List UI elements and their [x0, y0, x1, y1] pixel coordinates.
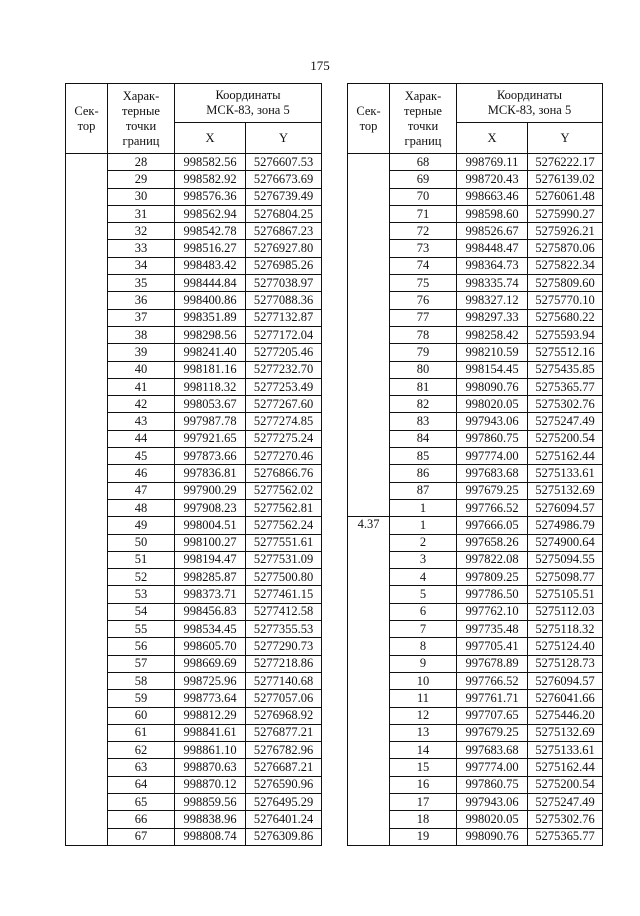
y-coordinate: 5276877.21 — [246, 724, 322, 741]
point-number: 33 — [108, 240, 175, 257]
y-coordinate: 5274986.79 — [528, 517, 603, 534]
point-number: 74 — [390, 257, 457, 274]
point-number: 82 — [390, 396, 457, 413]
coordinates-header: Координаты МСК-83, зона 5 — [175, 84, 322, 123]
point-number: 35 — [108, 275, 175, 292]
y-header: Y — [246, 123, 322, 154]
x-coordinate: 998210.59 — [457, 344, 528, 361]
y-coordinate: 5276867.23 — [246, 223, 322, 240]
x-coordinate: 998285.87 — [175, 569, 246, 586]
point-number: 1 — [390, 517, 457, 534]
sector-header: Сек- тор — [66, 84, 108, 154]
y-coordinate: 5275098.77 — [528, 569, 603, 586]
sector-header: Сек- тор — [348, 84, 390, 154]
y-coordinate: 5275680.22 — [528, 309, 603, 326]
x-coordinate: 998773.64 — [175, 690, 246, 707]
point-number: 9 — [390, 655, 457, 672]
point-number: 61 — [108, 724, 175, 741]
x-coordinate: 998598.60 — [457, 205, 528, 222]
y-coordinate: 5277500.80 — [246, 569, 322, 586]
x-header: X — [457, 123, 528, 154]
x-coordinate: 997761.71 — [457, 690, 528, 707]
y-coordinate: 5276687.21 — [246, 759, 322, 776]
y-coordinate: 5275094.55 — [528, 551, 603, 568]
table-row — [348, 154, 603, 171]
y-coordinate: 5276222.17 — [528, 154, 603, 171]
y-coordinate: 5276139.02 — [528, 171, 603, 188]
sector-cell: 4.37 — [348, 517, 390, 846]
y-coordinate: 5276041.66 — [528, 690, 603, 707]
x-coordinate: 997908.23 — [175, 499, 246, 516]
point-number: 76 — [390, 292, 457, 309]
point-number: 49 — [108, 517, 175, 534]
x-coordinate: 998444.84 — [175, 275, 246, 292]
x-coordinate: 997822.08 — [457, 551, 528, 568]
y-coordinate: 5277531.09 — [246, 551, 322, 568]
x-coordinate: 998154.45 — [457, 361, 528, 378]
point-number: 32 — [108, 223, 175, 240]
y-coordinate: 5275112.03 — [528, 603, 603, 620]
y-coordinate: 5275512.16 — [528, 344, 603, 361]
point-number: 36 — [108, 292, 175, 309]
point-number: 57 — [108, 655, 175, 672]
point-number: 62 — [108, 742, 175, 759]
x-coordinate: 998483.42 — [175, 257, 246, 274]
x-coordinate: 998534.45 — [175, 621, 246, 638]
y-coordinate: 5275133.61 — [528, 742, 603, 759]
x-coordinate: 998053.67 — [175, 396, 246, 413]
y-coordinate: 5276401.24 — [246, 811, 322, 828]
y-coordinate: 5277562.02 — [246, 482, 322, 499]
y-coordinate: 5277232.70 — [246, 361, 322, 378]
point-number: 56 — [108, 638, 175, 655]
y-coordinate: 5275870.06 — [528, 240, 603, 257]
x-coordinate: 998351.89 — [175, 309, 246, 326]
x-coordinate: 997705.41 — [457, 638, 528, 655]
point-number: 38 — [108, 326, 175, 343]
point-number: 50 — [108, 534, 175, 551]
y-coordinate: 5277088.36 — [246, 292, 322, 309]
point-number: 51 — [108, 551, 175, 568]
y-coordinate: 5277140.68 — [246, 672, 322, 689]
x-coordinate: 998870.12 — [175, 776, 246, 793]
x-coordinate: 998448.47 — [457, 240, 528, 257]
y-coordinate: 5275124.40 — [528, 638, 603, 655]
point-number: 14 — [390, 742, 457, 759]
point-number: 52 — [108, 569, 175, 586]
point-number: 63 — [108, 759, 175, 776]
y-coordinate: 5275128.73 — [528, 655, 603, 672]
x-coordinate: 998582.92 — [175, 171, 246, 188]
x-coordinate: 997873.66 — [175, 448, 246, 465]
y-coordinate: 5275200.54 — [528, 776, 603, 793]
point-number: 7 — [390, 621, 457, 638]
y-coordinate: 5277038.97 — [246, 275, 322, 292]
x-coordinate: 998297.33 — [457, 309, 528, 326]
point-number: 78 — [390, 326, 457, 343]
point-number: 16 — [390, 776, 457, 793]
point-number: 83 — [390, 413, 457, 430]
x-coordinate: 998020.05 — [457, 811, 528, 828]
x-coordinate: 998456.83 — [175, 603, 246, 620]
x-coordinate: 998335.74 — [457, 275, 528, 292]
x-coordinate: 998870.63 — [175, 759, 246, 776]
x-coordinate: 997679.25 — [457, 724, 528, 741]
y-coordinate: 5277551.61 — [246, 534, 322, 551]
x-coordinate: 997921.65 — [175, 430, 246, 447]
y-coordinate: 5277290.73 — [246, 638, 322, 655]
x-coordinate: 997987.78 — [175, 413, 246, 430]
point-number: 81 — [390, 378, 457, 395]
y-coordinate: 5277562.24 — [246, 517, 322, 534]
point-number: 44 — [108, 430, 175, 447]
point-number: 31 — [108, 205, 175, 222]
y-coordinate: 5276739.49 — [246, 188, 322, 205]
point-number: 6 — [390, 603, 457, 620]
point-number: 39 — [108, 344, 175, 361]
y-coordinate: 5275302.76 — [528, 811, 603, 828]
x-coordinate: 998526.67 — [457, 223, 528, 240]
point-number: 37 — [108, 309, 175, 326]
point-number: 41 — [108, 378, 175, 395]
y-coordinate: 5277172.04 — [246, 326, 322, 343]
point-number: 10 — [390, 672, 457, 689]
y-coordinate: 5277270.46 — [246, 448, 322, 465]
point-number: 60 — [108, 707, 175, 724]
point-number: 65 — [108, 793, 175, 810]
point-number: 34 — [108, 257, 175, 274]
point-number: 1 — [390, 499, 457, 516]
y-coordinate: 5277412.58 — [246, 603, 322, 620]
point-number: 71 — [390, 205, 457, 222]
y-coordinate: 5275809.60 — [528, 275, 603, 292]
y-coordinate: 5277057.06 — [246, 690, 322, 707]
x-coordinate: 998725.96 — [175, 672, 246, 689]
y-coordinate: 5276495.29 — [246, 793, 322, 810]
point-number: 64 — [108, 776, 175, 793]
x-coordinate: 998516.27 — [175, 240, 246, 257]
sector-cell — [66, 154, 108, 846]
x-coordinate: 997786.50 — [457, 586, 528, 603]
y-coordinate: 5275162.44 — [528, 759, 603, 776]
table-row — [66, 154, 322, 171]
x-coordinate: 998090.76 — [457, 828, 528, 845]
point-number: 54 — [108, 603, 175, 620]
y-coordinate: 5276607.53 — [246, 154, 322, 171]
y-coordinate: 5275200.54 — [528, 430, 603, 447]
point-number: 18 — [390, 811, 457, 828]
coordinates-table-right — [347, 83, 603, 846]
x-coordinate: 997774.00 — [457, 448, 528, 465]
x-coordinate: 998861.10 — [175, 742, 246, 759]
point-number: 80 — [390, 361, 457, 378]
y-coordinate: 5277132.87 — [246, 309, 322, 326]
point-number: 2 — [390, 534, 457, 551]
x-coordinate: 998576.36 — [175, 188, 246, 205]
x-coordinate: 997860.75 — [457, 430, 528, 447]
point-number: 59 — [108, 690, 175, 707]
x-coordinate: 998812.29 — [175, 707, 246, 724]
point-number: 11 — [390, 690, 457, 707]
y-coordinate: 5275132.69 — [528, 724, 603, 741]
point-number: 79 — [390, 344, 457, 361]
y-coordinate: 5276985.26 — [246, 257, 322, 274]
point-number: 48 — [108, 499, 175, 516]
y-coordinate: 5275446.20 — [528, 707, 603, 724]
y-coordinate: 5275162.44 — [528, 448, 603, 465]
y-coordinate: 5277274.85 — [246, 413, 322, 430]
y-coordinate: 5277461.15 — [246, 586, 322, 603]
y-coordinate: 5277218.86 — [246, 655, 322, 672]
point-number: 43 — [108, 413, 175, 430]
y-coordinate: 5275593.94 — [528, 326, 603, 343]
x-coordinate: 997943.06 — [457, 413, 528, 430]
x-coordinate: 998364.73 — [457, 257, 528, 274]
x-coordinate: 997860.75 — [457, 776, 528, 793]
x-coordinate: 997943.06 — [457, 793, 528, 810]
x-coordinate: 998298.56 — [175, 326, 246, 343]
point-number: 40 — [108, 361, 175, 378]
point-number: 69 — [390, 171, 457, 188]
point-number: 4 — [390, 569, 457, 586]
x-coordinate: 998562.94 — [175, 205, 246, 222]
y-coordinate: 5275990.27 — [528, 205, 603, 222]
y-header: Y — [528, 123, 603, 154]
point-number: 53 — [108, 586, 175, 603]
point-number: 19 — [390, 828, 457, 845]
point-number: 28 — [108, 154, 175, 171]
x-coordinate: 997774.00 — [457, 759, 528, 776]
point-number: 68 — [390, 154, 457, 171]
x-coordinate: 998004.51 — [175, 517, 246, 534]
point-number: 85 — [390, 448, 457, 465]
point-number: 17 — [390, 793, 457, 810]
y-coordinate: 5276094.57 — [528, 672, 603, 689]
x-coordinate: 997666.05 — [457, 517, 528, 534]
point-number: 29 — [108, 171, 175, 188]
y-coordinate: 5275365.77 — [528, 378, 603, 395]
point-number: 45 — [108, 448, 175, 465]
x-coordinate: 998181.16 — [175, 361, 246, 378]
point-number: 66 — [108, 811, 175, 828]
y-coordinate: 5275118.32 — [528, 621, 603, 638]
point-number: 73 — [390, 240, 457, 257]
x-coordinate: 997900.29 — [175, 482, 246, 499]
table-row — [348, 517, 603, 534]
x-coordinate: 997766.52 — [457, 499, 528, 516]
y-coordinate: 5274900.64 — [528, 534, 603, 551]
x-coordinate: 998258.42 — [457, 326, 528, 343]
point-number: 84 — [390, 430, 457, 447]
y-coordinate: 5277253.49 — [246, 378, 322, 395]
y-coordinate: 5277205.46 — [246, 344, 322, 361]
coordinates-header: Координаты МСК-83, зона 5 — [457, 84, 603, 123]
x-coordinate: 997683.68 — [457, 742, 528, 759]
x-coordinate: 998605.70 — [175, 638, 246, 655]
x-coordinate: 997683.68 — [457, 465, 528, 482]
y-coordinate: 5276968.92 — [246, 707, 322, 724]
y-coordinate: 5275132.69 — [528, 482, 603, 499]
x-coordinate: 998241.40 — [175, 344, 246, 361]
point-number: 55 — [108, 621, 175, 638]
sector-cell — [348, 154, 390, 517]
x-coordinate: 997766.52 — [457, 672, 528, 689]
y-coordinate: 5276782.96 — [246, 742, 322, 759]
x-coordinate: 998090.76 — [457, 378, 528, 395]
y-coordinate: 5276590.96 — [246, 776, 322, 793]
x-coordinate: 998582.56 — [175, 154, 246, 171]
x-coordinate: 998808.74 — [175, 828, 246, 845]
y-coordinate: 5275770.10 — [528, 292, 603, 309]
y-coordinate: 5275302.76 — [528, 396, 603, 413]
x-coordinate: 997658.26 — [457, 534, 528, 551]
y-coordinate: 5277267.60 — [246, 396, 322, 413]
x-coordinate: 998838.96 — [175, 811, 246, 828]
table-body — [66, 154, 322, 846]
point-number: 5 — [390, 586, 457, 603]
coordinates-table-left — [65, 83, 322, 846]
x-header: X — [175, 123, 246, 154]
x-coordinate: 998020.05 — [457, 396, 528, 413]
point-number: 70 — [390, 188, 457, 205]
y-coordinate: 5275105.51 — [528, 586, 603, 603]
x-coordinate: 998769.11 — [457, 154, 528, 171]
x-coordinate: 997678.89 — [457, 655, 528, 672]
x-coordinate: 998720.43 — [457, 171, 528, 188]
points-header: Харак- терные точки границ — [108, 84, 175, 154]
y-coordinate: 5276309.86 — [246, 828, 322, 845]
point-number: 46 — [108, 465, 175, 482]
point-number: 30 — [108, 188, 175, 205]
y-coordinate: 5275365.77 — [528, 828, 603, 845]
x-coordinate: 997707.65 — [457, 707, 528, 724]
y-coordinate: 5277275.24 — [246, 430, 322, 447]
table-body — [348, 154, 603, 846]
y-coordinate: 5275133.61 — [528, 465, 603, 482]
point-number: 47 — [108, 482, 175, 499]
x-coordinate: 997679.25 — [457, 482, 528, 499]
y-coordinate: 5275247.49 — [528, 413, 603, 430]
y-coordinate: 5275822.34 — [528, 257, 603, 274]
point-number: 72 — [390, 223, 457, 240]
y-coordinate: 5276804.25 — [246, 205, 322, 222]
point-number: 75 — [390, 275, 457, 292]
x-coordinate: 998118.32 — [175, 378, 246, 395]
point-number: 67 — [108, 828, 175, 845]
x-coordinate: 998663.46 — [457, 188, 528, 205]
x-coordinate: 998542.78 — [175, 223, 246, 240]
y-coordinate: 5277562.81 — [246, 499, 322, 516]
y-coordinate: 5276673.69 — [246, 171, 322, 188]
y-coordinate: 5275247.49 — [528, 793, 603, 810]
y-coordinate: 5275435.85 — [528, 361, 603, 378]
y-coordinate: 5276061.48 — [528, 188, 603, 205]
point-number: 87 — [390, 482, 457, 499]
x-coordinate: 998194.47 — [175, 551, 246, 568]
x-coordinate: 998841.61 — [175, 724, 246, 741]
y-coordinate: 5276866.76 — [246, 465, 322, 482]
page-number: 175 — [310, 58, 330, 73]
x-coordinate: 997762.10 — [457, 603, 528, 620]
x-coordinate: 998859.56 — [175, 793, 246, 810]
y-coordinate: 5276094.57 — [528, 499, 603, 516]
x-coordinate: 997836.81 — [175, 465, 246, 482]
x-coordinate: 998327.12 — [457, 292, 528, 309]
y-coordinate: 5275926.21 — [528, 223, 603, 240]
x-coordinate: 998669.69 — [175, 655, 246, 672]
x-coordinate: 998400.86 — [175, 292, 246, 309]
x-coordinate: 997809.25 — [457, 569, 528, 586]
x-coordinate: 998100.27 — [175, 534, 246, 551]
point-number: 8 — [390, 638, 457, 655]
point-number: 42 — [108, 396, 175, 413]
point-number: 58 — [108, 672, 175, 689]
x-coordinate: 998373.71 — [175, 586, 246, 603]
point-number: 86 — [390, 465, 457, 482]
x-coordinate: 997735.48 — [457, 621, 528, 638]
point-number: 13 — [390, 724, 457, 741]
points-header: Харак- терные точки границ — [390, 84, 457, 154]
point-number: 3 — [390, 551, 457, 568]
y-coordinate: 5277355.53 — [246, 621, 322, 638]
y-coordinate: 5276927.80 — [246, 240, 322, 257]
point-number: 77 — [390, 309, 457, 326]
point-number: 15 — [390, 759, 457, 776]
point-number: 12 — [390, 707, 457, 724]
